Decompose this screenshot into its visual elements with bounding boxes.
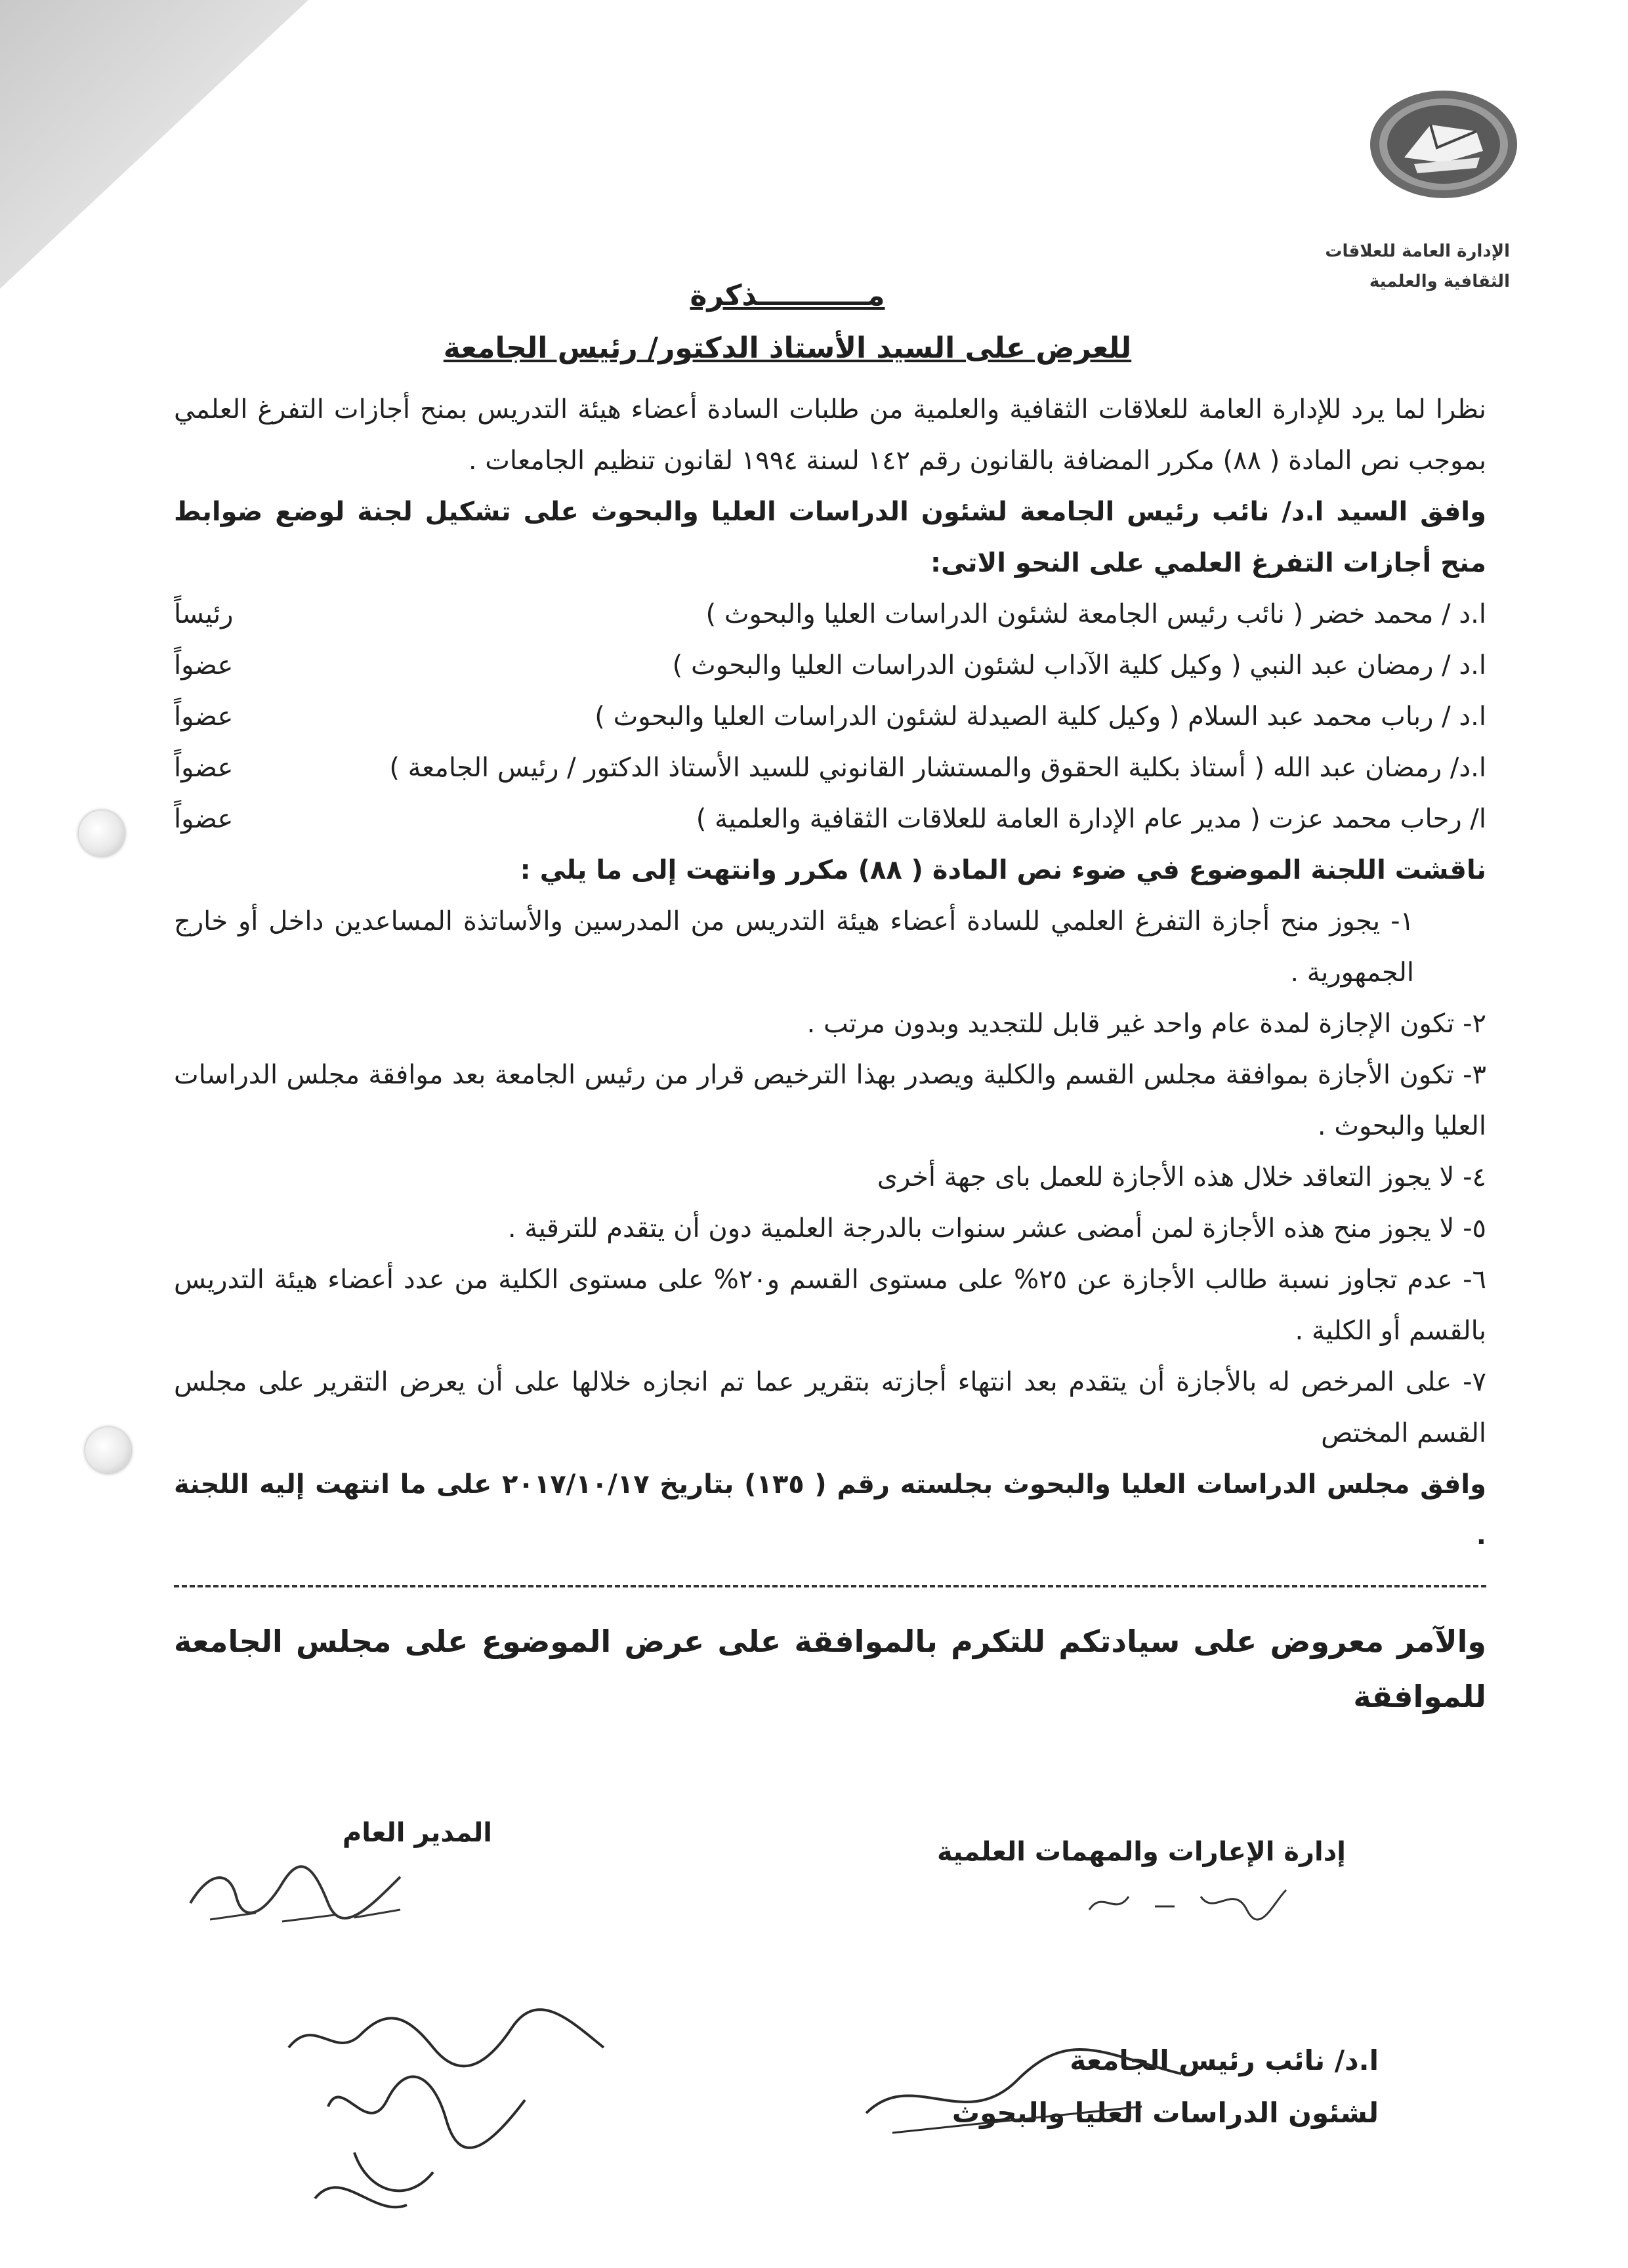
decision-item: ٥- لا يجوز منح هذه الأجازة لمن أمضى عشر سنوات بالدرجة العلمية دون أن يتقدم للترقية . <box>507 1213 1486 1244</box>
general-manager-signature <box>190 1818 492 1848</box>
committee-member <box>174 742 1486 793</box>
decision-item: ٣- تكون الأجازة بموافقة مجلس القسم والكلية ويصدر بهذا الترخيص قرار من رئيس الجامعة بعد موافقة مجلس الدراسات العليا والبحوث . <box>174 1060 1486 1141</box>
member-role: عضواً <box>174 804 234 834</box>
decision-item: ٤- لا يجوز التعاقد خلال هذه الأجازة للعمل باى جهة أخرى <box>877 1162 1486 1192</box>
committee-member <box>174 793 1486 845</box>
decision-item: ٦- عدم تجاوز نسبة طالب الأجازة عن ٢٥% على مستوى القسم و٢٠% على مستوى الكلية من عدد أعضاء هيئة التدريس بالقسم أو الكلية . <box>174 1265 1487 1346</box>
discussion-paragraph: ناقشت اللجنة الموضوع في ضوء نص المادة ( ٨٨) مكرر وانتهت إلى ما يلي : <box>520 855 1486 885</box>
university-logo <box>1365 85 1522 203</box>
punch-hole-top <box>79 810 125 856</box>
punch-hole-bottom <box>85 1427 131 1473</box>
general-manager-handwritten-signature <box>184 1857 420 1929</box>
member-name: ا.د / رمضان عبد النبي ( وكيل كلية الآداب لشئون الدراسات العليا والبحوث ) <box>672 650 1486 681</box>
president-handwritten-annotation <box>276 2008 617 2225</box>
intro-paragraph: نظرا لما يرد للإدارة العامة للعلاقات الثقافية والعلمية من طلبات السادة أعضاء هيئة التدريس بمنح أجازات التفرغ العلمي بموجب نص المادة ( ٨٨) مكرر المضافة بالقانون رقم ١٤٢ لسنة ١٩٩٤ لقانون تنظيم الجامعات . <box>174 394 1486 476</box>
organization-header <box>1274 236 1510 297</box>
memo-title: مـــــــــــذكرة <box>690 279 885 312</box>
approval-paragraph: وافق السيد ا.د/ نائب رئيس الجامعة لشئون الدراسات العليا والبحوث على تشكيل لجنة لوضع ضوابط منح أجازات التفرغ العلمي على النحو الاتى: <box>174 497 1486 578</box>
vp-title-line-2: لشئون الدراسات العليا والبحوث <box>951 2097 1379 2129</box>
closing-paragraph: والآمر معروض على سيادتكم للتكرم بالموافقة على عرض الموضوع على مجلس الجامعة للموافقة <box>174 1624 1486 1714</box>
member-name: ا/ رحاب محمد عزت ( مدير عام الإدارة العامة للعلاقات الثقافية والعلمية ) <box>696 804 1486 834</box>
decision-item: ٧- على المرخص له بالأجازة أن يتقدم بعد انتهاء أجازته بتقرير عما تم انجازه خلالها على أن يعرض التقرير على مجلس القسم المختص <box>174 1367 1486 1448</box>
member-role: عضواً <box>174 702 234 732</box>
vp-title-line-1: ا.د/ نائب رئيس الجامعة <box>1070 2044 1379 2076</box>
member-name: ا.د/ رمضان عبد الله ( أستاذ بكلية الحقوق والمستشار القانوني للسيد الأستاذ الدكتور / رئيس الجامعة ) <box>389 753 1486 783</box>
memo-body <box>174 384 1486 1724</box>
dashed-divider <box>174 1585 1486 1587</box>
org-line-2: الثقافية والعلمية <box>1369 272 1510 291</box>
committee-member <box>174 589 1486 640</box>
org-line-1: الإدارة العامة للعلاقات <box>1325 242 1510 261</box>
vice-president-handwritten-signature <box>853 2028 1194 2146</box>
general-manager-title: المدير العام <box>342 1818 492 1848</box>
member-role: عضواً <box>174 753 234 783</box>
member-role: رئيساً <box>174 599 234 629</box>
memo-subject: للعرض على السيد الأستاذ الدكتور/ رئيس الجامعة <box>443 331 1132 365</box>
department-signature <box>847 1831 1346 1873</box>
committee-member <box>174 691 1486 742</box>
decision-item: ٢- تكون الإجازة لمدة عام واحد غير قابل للتجديد وبدون مرتب . <box>806 1009 1486 1039</box>
folded-corner <box>0 0 308 289</box>
committee-member <box>174 640 1486 691</box>
decision-item: ١- يجوز منح أجازة التفرغ العلمي للسادة أعضاء هيئة التدريس من المدرسين والأساتذة المساعدين داخل أو خارج الجمهورية . <box>174 906 1414 988</box>
member-role: عضواً <box>174 650 234 681</box>
member-name: ا.د / محمد خضر ( نائب رئيس الجامعة لشئون الدراسات العليا والبحوث ) <box>705 599 1486 629</box>
department-handwritten-initials <box>1083 1877 1293 1929</box>
member-name: ا.د / رباب محمد عبد السلام ( وكيل كلية الصيدلة لشئون الدراسات العليا والبحوث ) <box>595 702 1486 732</box>
council-paragraph: وافق مجلس الدراسات العليا والبحوث بجلسته رقم ( ١٣٥) بتاريخ ٢٠١٧/١٠/١٧ على ما انتهت إليه اللجنة . <box>174 1469 1487 1551</box>
department-title: إدارة الإعارات والمهمات العلمية <box>936 1837 1346 1867</box>
